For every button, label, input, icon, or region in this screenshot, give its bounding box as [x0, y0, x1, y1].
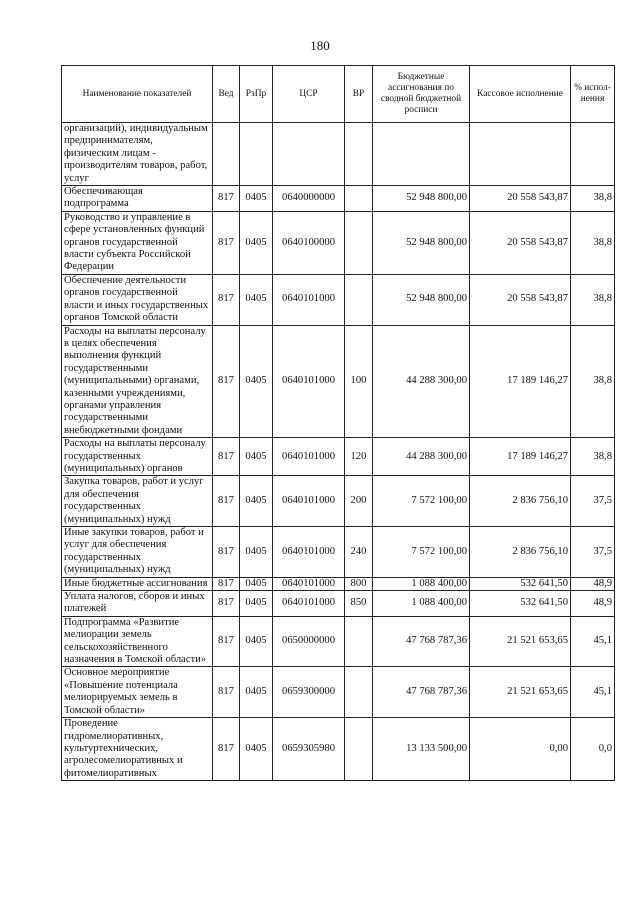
- row-pct: [571, 123, 615, 186]
- row-ved: [213, 123, 240, 186]
- row-plan: 47 768 787,36: [373, 667, 470, 718]
- row-rzpr: 0405: [240, 325, 273, 438]
- row-name: организаций), индивидуальным предпринимателям, физическим лицам - производителям товаров, работ, услуг: [62, 123, 213, 186]
- row-vr: [345, 667, 373, 718]
- row-ved: 817: [213, 186, 240, 212]
- header-plan: Бюджетные ассигнования по сводной бюджетной росписи: [373, 66, 470, 123]
- row-name: Подпрограмма «Развитие мелиорации земель сельскохозяйственного назначения в Томской области»: [62, 616, 213, 667]
- table-row: [62, 438, 615, 476]
- row-csr: 0650000000: [273, 616, 345, 667]
- table-row: [62, 718, 615, 781]
- header-vr: ВР: [345, 66, 373, 123]
- row-csr: 0659305980: [273, 718, 345, 781]
- table-row: [62, 274, 615, 325]
- row-plan: 1 088 400,00: [373, 577, 470, 590]
- table-row: [62, 667, 615, 718]
- row-pct: 37,5: [571, 527, 615, 578]
- row-plan: 52 948 800,00: [373, 211, 470, 274]
- header-rzpr: РзПр: [240, 66, 273, 123]
- budget-execution-table: [61, 65, 615, 781]
- row-vr: [345, 211, 373, 274]
- row-pct: 48,9: [571, 577, 615, 590]
- row-rzpr: 0405: [240, 616, 273, 667]
- row-cash: 20 558 543,87: [470, 186, 571, 212]
- page-number: 180: [310, 38, 330, 53]
- table-row: [62, 577, 615, 590]
- row-pct: 38,8: [571, 211, 615, 274]
- table-row: [62, 123, 615, 186]
- row-pct: 38,8: [571, 274, 615, 325]
- row-csr: 0640101000: [273, 527, 345, 578]
- row-name: Основное мероприятие «Повышение потенциала мелиорируемых земель в Томской области»: [62, 667, 213, 718]
- table-header-row: [62, 66, 615, 123]
- row-cash: 17 189 146,27: [470, 325, 571, 438]
- row-ved: 817: [213, 325, 240, 438]
- row-vr: [345, 274, 373, 325]
- row-pct: 45,1: [571, 616, 615, 667]
- row-ved: 817: [213, 527, 240, 578]
- row-csr: 0659300000: [273, 667, 345, 718]
- row-plan: 47 768 787,36: [373, 616, 470, 667]
- header-cash: Кассовое исполнение: [470, 66, 571, 123]
- row-csr: 0640000000: [273, 186, 345, 212]
- row-cash: 532 641,50: [470, 591, 571, 617]
- row-plan: 13 133 500,00: [373, 718, 470, 781]
- row-plan: 44 288 300,00: [373, 438, 470, 476]
- row-rzpr: 0405: [240, 274, 273, 325]
- row-ved: 817: [213, 476, 240, 527]
- row-vr: [345, 186, 373, 212]
- row-ved: 817: [213, 591, 240, 617]
- header-ved: Вед: [213, 66, 240, 123]
- header-name: Наименование показателей: [62, 66, 213, 123]
- row-csr: 0640101000: [273, 325, 345, 438]
- row-rzpr: 0405: [240, 667, 273, 718]
- row-name: Расходы на выплаты персоналу государственных (муниципальных) органов: [62, 438, 213, 476]
- row-vr: 120: [345, 438, 373, 476]
- row-vr: 200: [345, 476, 373, 527]
- row-ved: 817: [213, 577, 240, 590]
- row-cash: [470, 123, 571, 186]
- row-vr: 850: [345, 591, 373, 617]
- row-vr: 800: [345, 577, 373, 590]
- row-csr: 0640101000: [273, 438, 345, 476]
- header-pct: % испол-нения: [571, 66, 615, 123]
- row-rzpr: 0405: [240, 527, 273, 578]
- row-name: Обеспечение деятельности органов государственной власти и иных государственных органов Томской области: [62, 274, 213, 325]
- row-csr: [273, 123, 345, 186]
- table-row: [62, 476, 615, 527]
- row-cash: 20 558 543,87: [470, 274, 571, 325]
- row-plan: 44 288 300,00: [373, 325, 470, 438]
- row-name: Обеспечивающая подпрограмма: [62, 186, 213, 212]
- row-plan: [373, 123, 470, 186]
- header-csr: ЦСР: [273, 66, 345, 123]
- row-name: Проведение гидромелиоративных, культуртехнических, агролесомелиоративных и фитомелиоративных: [62, 718, 213, 781]
- row-plan: 7 572 100,00: [373, 476, 470, 527]
- row-ved: 817: [213, 718, 240, 781]
- row-pct: 38,8: [571, 325, 615, 438]
- table-row: [62, 211, 615, 274]
- row-csr: 0640101000: [273, 476, 345, 527]
- table-row: [62, 527, 615, 578]
- row-name: Иные закупки товаров, работ и услуг для обеспечения государственных (муниципальных) нужд: [62, 527, 213, 578]
- row-rzpr: 0405: [240, 438, 273, 476]
- row-rzpr: [240, 123, 273, 186]
- row-pct: 0,0: [571, 718, 615, 781]
- row-vr: [345, 123, 373, 186]
- table-row: [62, 325, 615, 438]
- row-name: Иные бюджетные ассигнования: [62, 577, 213, 590]
- row-ved: 817: [213, 211, 240, 274]
- row-ved: 817: [213, 274, 240, 325]
- row-pct: 37,5: [571, 476, 615, 527]
- row-csr: 0640101000: [273, 274, 345, 325]
- row-ved: 817: [213, 667, 240, 718]
- row-name: Закупка товаров, работ и услуг для обеспечения государственных (муниципальных) нужд: [62, 476, 213, 527]
- row-cash: 2 836 756,10: [470, 476, 571, 527]
- row-cash: 17 189 146,27: [470, 438, 571, 476]
- row-cash: 21 521 653,65: [470, 616, 571, 667]
- row-rzpr: 0405: [240, 186, 273, 212]
- row-cash: 20 558 543,87: [470, 211, 571, 274]
- row-cash: 532 641,50: [470, 577, 571, 590]
- row-pct: 38,8: [571, 186, 615, 212]
- row-ved: 817: [213, 616, 240, 667]
- row-cash: 21 521 653,65: [470, 667, 571, 718]
- row-rzpr: 0405: [240, 718, 273, 781]
- row-rzpr: 0405: [240, 476, 273, 527]
- row-name: Руководство и управление в сфере установленных функций органов государственной власти субъекта Российской Федерации: [62, 211, 213, 274]
- row-vr: [345, 718, 373, 781]
- row-rzpr: 0405: [240, 591, 273, 617]
- row-vr: 100: [345, 325, 373, 438]
- table-row: [62, 591, 615, 617]
- row-rzpr: 0405: [240, 577, 273, 590]
- row-csr: 0640101000: [273, 577, 345, 590]
- row-name: Уплата налогов, сборов и иных платежей: [62, 591, 213, 617]
- row-name: Расходы на выплаты персоналу в целях обеспечения выполнения функций государственными (муниципальными) органами, казенными учреждениями, органами управления государственными внебюджетными фондами: [62, 325, 213, 438]
- row-cash: 0,00: [470, 718, 571, 781]
- row-pct: 45,1: [571, 667, 615, 718]
- row-cash: 2 836 756,10: [470, 527, 571, 578]
- row-pct: 48,9: [571, 591, 615, 617]
- row-vr: [345, 616, 373, 667]
- row-csr: 0640100000: [273, 211, 345, 274]
- row-pct: 38,8: [571, 438, 615, 476]
- row-ved: 817: [213, 438, 240, 476]
- table-row: [62, 616, 615, 667]
- row-rzpr: 0405: [240, 211, 273, 274]
- row-vr: 240: [345, 527, 373, 578]
- row-plan: 52 948 800,00: [373, 186, 470, 212]
- row-plan: 7 572 100,00: [373, 527, 470, 578]
- row-plan: 52 948 800,00: [373, 274, 470, 325]
- row-csr: 0640101000: [273, 591, 345, 617]
- row-plan: 1 088 400,00: [373, 591, 470, 617]
- table-row: [62, 186, 615, 212]
